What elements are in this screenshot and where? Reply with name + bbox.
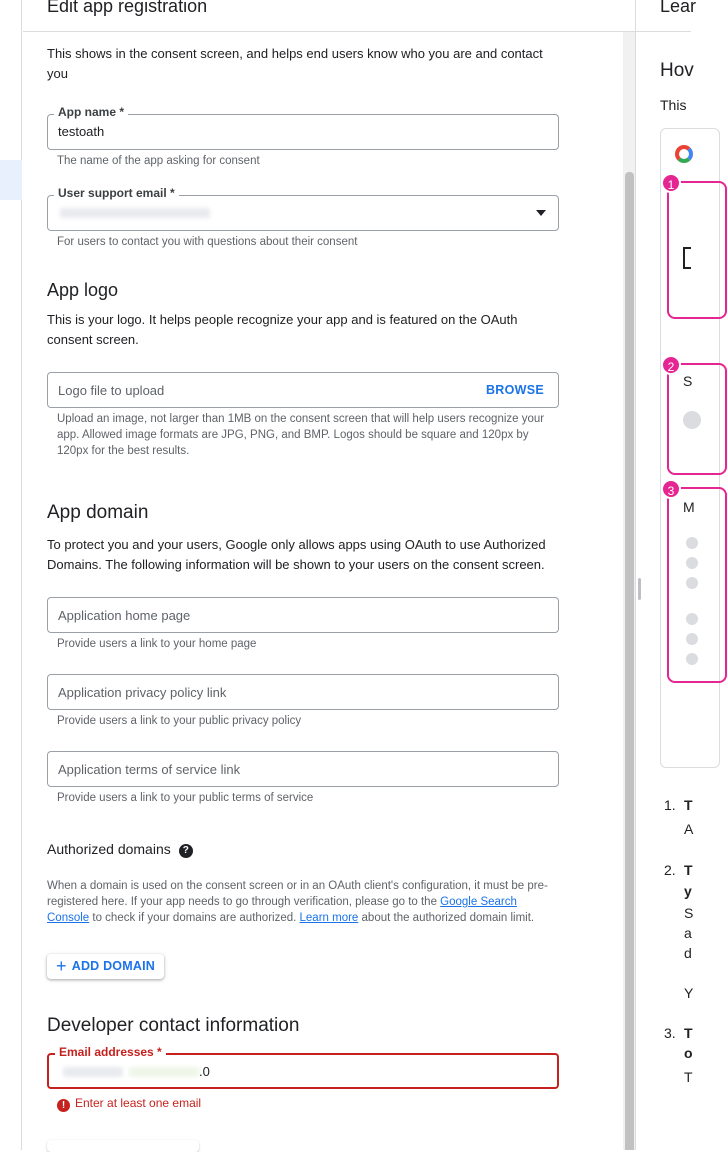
edit-app-panel — [23, 0, 635, 1150]
step-3-title: T — [684, 1025, 693, 1041]
scope-dot-3 — [686, 577, 698, 589]
app-name-label: App name * — [54, 105, 128, 119]
step-badge-2: 2 — [661, 355, 681, 375]
scope-dot-1 — [686, 537, 698, 549]
plus-icon: + — [56, 956, 67, 976]
logo-upload-field[interactable] — [47, 372, 559, 408]
preview-section-2-text: S — [683, 373, 693, 389]
app-logo-title: App logo — [47, 280, 119, 300]
step-badge-1: 1 — [661, 173, 681, 193]
authorized-domains-text-1: When a domain is used on the consent screen or in an OAuth client's configuration, it must be pre-registered here. If your app needs to go through verification, please go to the — [47, 880, 548, 908]
user-support-email-hint: For users to contact you with questions about their consent — [57, 236, 358, 248]
app-info-intro: This shows in the consent screen, and helps end users know who you are and contact you — [47, 46, 543, 81]
scope-dot-6 — [686, 653, 698, 665]
step-1-text: A — [684, 821, 694, 837]
learn-panel-intro: This — [660, 97, 687, 113]
developer-email-field[interactable] — [47, 1045, 559, 1089]
step-1-number: 1. — [664, 797, 676, 813]
step-2-line-1: S — [684, 905, 694, 921]
error-icon: ! — [57, 1099, 70, 1112]
google-search-console-link[interactable]: Google Search Console — [47, 896, 517, 924]
scope-dot-5 — [686, 633, 698, 645]
redacted-email-chip — [63, 1067, 123, 1077]
browse-button[interactable]: BROWSE — [485, 383, 544, 397]
scope-dot-4 — [686, 613, 698, 625]
learn-more-link[interactable]: Learn more — [299, 912, 359, 924]
app-name-hint: The name of the app asking for consent — [57, 155, 260, 167]
developer-email-partial: .0 — [199, 1064, 210, 1079]
step-2-line-3: d — [684, 945, 692, 961]
privacy-policy-hint: Provide users a link to your public privacy policy — [57, 715, 302, 727]
learn-panel-header — [636, 0, 697, 32]
authorized-domains-title: Authorized domains — [47, 841, 171, 857]
developer-email-error — [57, 1096, 201, 1112]
learn-panel-title: Lear — [660, 0, 697, 16]
panel-header — [23, 0, 635, 32]
help-circle-icon[interactable]: ? — [179, 844, 193, 858]
privacy-policy-field[interactable] — [47, 674, 559, 710]
preview-section-3-text: M — [683, 499, 695, 515]
authorized-domains-text-2: to check if your domains are authorized. — [89, 912, 300, 924]
terms-of-service-field[interactable] — [47, 751, 559, 787]
step-2-title: T — [684, 862, 693, 878]
home-page-field[interactable] — [47, 597, 559, 633]
step-2-number: 2. — [664, 862, 676, 878]
developer-email-label: Email addresses * — [55, 1045, 166, 1059]
step-3-title-2: o — [684, 1045, 693, 1061]
preview-section-1 — [667, 178, 727, 319]
scrollbar-thumb[interactable] — [625, 172, 634, 1150]
learn-more-panel — [636, 0, 697, 1150]
app-logo-description: This is your logo. It helps people recognize your app and is featured on the OAuth consent screen. — [47, 312, 518, 347]
step-3-text: T — [684, 1069, 693, 1085]
step-2-line-4: Y — [684, 985, 694, 1001]
chevron-down-icon[interactable] — [536, 210, 546, 216]
add-email-button-partial[interactable] — [47, 1140, 199, 1152]
redacted-email-chip-2 — [129, 1067, 199, 1077]
authorized-domains-heading — [47, 841, 193, 858]
redacted-email — [60, 208, 210, 218]
user-support-email-select[interactable] — [47, 186, 559, 231]
preview-section-3 — [667, 484, 727, 683]
app-name-value: testoath — [58, 124, 105, 139]
preview-section-2 — [667, 360, 727, 475]
avatar-placeholder — [683, 411, 701, 429]
step-2-line-2: a — [684, 925, 692, 941]
step-2-title-2: y — [684, 883, 692, 899]
app-domain-description: To protect you and your users, Google only allows apps using OAuth to use Authorized Domains. The following information will be shown to your users on the consent screen. — [47, 537, 546, 572]
add-domain-label: ADD DOMAIN — [71, 959, 155, 973]
terms-of-service-hint: Provide users a link to your public terms of service — [57, 792, 314, 804]
bracket-icon — [683, 247, 691, 269]
developer-email-error-text: Enter at least one email — [75, 1096, 202, 1110]
step-1-title: T — [684, 797, 693, 813]
step-badge-3: 3 — [661, 479, 681, 499]
app-domain-title: App domain — [47, 502, 149, 523]
authorized-domains-description — [47, 878, 559, 926]
privacy-policy-placeholder: Application privacy policy link — [58, 685, 227, 700]
left-nav-rail — [0, 0, 22, 1150]
step-3-number: 3. — [664, 1025, 676, 1041]
google-logo-icon — [675, 145, 693, 163]
app-name-field[interactable] — [47, 105, 559, 150]
home-page-placeholder: Application home page — [58, 608, 191, 623]
developer-contact-title: Developer contact information — [47, 1015, 300, 1036]
logo-upload-placeholder: Logo file to upload — [58, 383, 165, 398]
terms-of-service-placeholder: Application terms of service link — [58, 762, 241, 777]
page-title: Edit app registration — [47, 0, 208, 16]
home-page-hint: Provide users a link to your home page — [57, 638, 257, 650]
scope-dot-2 — [686, 557, 698, 569]
logo-upload-hint: Upload an image, not larger than 1MB on the consent screen that will help users recognize your app. Allowed image formats are JPG, PNG, and BMP. Logos should be square and 120px by 120px for the best results. — [57, 413, 545, 457]
left-nav-selected-item[interactable] — [0, 160, 22, 200]
add-domain-button[interactable] — [47, 954, 164, 979]
learn-panel-heading: Hov — [660, 60, 694, 81]
consent-screen-preview — [660, 128, 720, 768]
user-support-email-label: User support email * — [54, 186, 179, 200]
authorized-domains-text-3: about the authorized domain limit. — [358, 912, 535, 924]
